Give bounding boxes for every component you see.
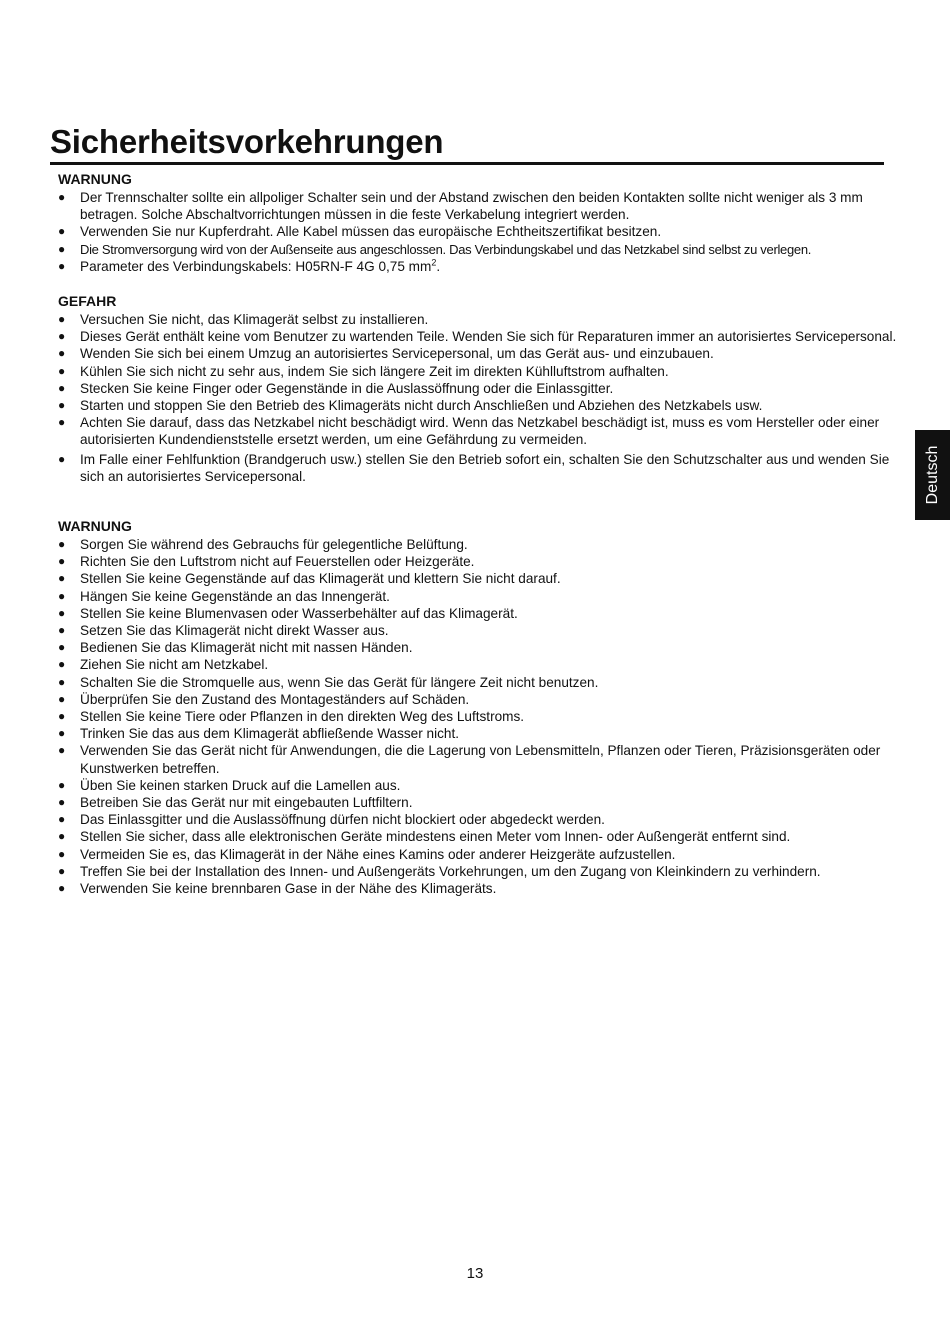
warning-section-2 <box>58 518 908 897</box>
bullet-icon: ● <box>58 657 66 672</box>
list-item: ● Vermeiden Sie es, das Klimagerät in der Nähe eines Kamins oder anderer Heizgeräte aufzustellen. <box>58 846 676 862</box>
list-item: ● Verwenden Sie nur Kupferdraht. Alle Kabel müssen das europäische Echtheitszertifikat besitzen. <box>58 224 662 240</box>
superscript: 2 <box>431 257 437 268</box>
list-item: ● Verwenden Sie das Gerät nicht für Anwendungen, die die Lagerung von Lebensmitteln, Pflanzen oder Tieren, Präzisionsgeräten oder Kunstwerken betreffen. <box>58 743 881 776</box>
bullet-icon: ● <box>58 241 65 256</box>
bullet-icon: ● <box>58 451 66 466</box>
list-item: ● Schalten Sie die Stromquelle aus, wenn Sie das Gerät für längere Zeit nicht benutzen. <box>58 674 599 690</box>
bullet-icon: ● <box>58 863 66 878</box>
list-item: ● Ziehen Sie nicht am Netzkabel. <box>58 657 269 673</box>
bullet-icon: ● <box>58 554 66 569</box>
list-item: ● Verwenden Sie keine brennbaren Gase in der Nähe des Klimageräts. <box>58 881 497 897</box>
list-item: ● Richten Sie den Luftstrom nicht auf Feuerstellen oder Heizgeräte. <box>58 554 475 570</box>
list-item: ● Treffen Sie bei der Installation des Innen- und Außengeräts Vorkehrungen, um den Zugang von Kleinkindern zu verhindern. <box>58 863 821 879</box>
section-heading: WARNUNG <box>58 171 132 187</box>
bullet-icon: ● <box>58 795 66 810</box>
bullet-icon: ● <box>58 588 66 603</box>
list-item: ● Üben Sie keinen starken Druck auf die Lamellen aus. <box>58 777 401 793</box>
bullet-icon: ● <box>58 691 66 706</box>
list-item: ● Stecken Sie keine Finger oder Gegenstände in die Auslassöffnung oder die Einlassgitter. <box>58 380 614 396</box>
list-item: ● Die Stromversorgung wird von der Außenseite aus angeschlossen. Das Verbindungskabel und das Netzkabel sind selbst zu verlegen. <box>58 241 812 257</box>
list-item: ● Wenden Sie sich bei einem Umzug an autorisiertes Servicepersonal, um das Gerät aus- und einzubauen. <box>58 346 714 362</box>
bullet-list <box>58 311 908 485</box>
bullet-icon: ● <box>58 623 66 638</box>
list-item: ● Setzen Sie das Klimagerät nicht direkt Wasser aus. <box>58 623 389 639</box>
section-heading: GEFAHR <box>58 293 117 309</box>
bullet-icon: ● <box>58 812 66 827</box>
list-item: ● Im Falle einer Fehlfunktion (Brandgeruch usw.) stellen Sie den Betrieb sofort ein, schalten Sie den Schutzschalter aus und wenden Sie sich an autorisiertes Servicepersonal. <box>58 451 890 484</box>
list-item: ● Stellen Sie keine Tiere oder Pflanzen in den direkten Weg des Luftstroms. <box>58 709 525 725</box>
bullet-icon: ● <box>58 726 66 741</box>
bullet-icon: ● <box>58 743 66 758</box>
bullet-icon: ● <box>58 415 66 430</box>
bullet-icon: ● <box>58 329 66 344</box>
bullet-icon: ● <box>58 363 66 378</box>
bullet-icon: ● <box>58 605 66 620</box>
list-item: ● Starten und stoppen Sie den Betrieb des Klimageräts nicht durch Anschließen und Abziehen des Netzkabels usw. <box>58 398 763 414</box>
bullet-list <box>58 189 908 275</box>
list-item: ● Achten Sie darauf, dass das Netzkabel nicht beschädigt wird. Wenn das Netzkabel beschädigt ist, muss es vom Hersteller oder einer autorisierten Kundendienststelle ersetzt werden, um eine Gefährdung zu vermeiden. <box>58 415 880 448</box>
language-tab-label: Deutsch <box>923 445 941 505</box>
bullet-icon: ● <box>58 846 66 861</box>
bullet-icon: ● <box>58 829 66 844</box>
bullet-icon: ● <box>58 674 66 689</box>
list-item: ● Stellen Sie keine Blumenvasen oder Wasserbehälter auf das Klimagerät. <box>58 605 518 621</box>
list-item: ● Parameter des Verbindungskabels: H05RN-F 4G 0,75 $mm^2$. <box>58 257 441 274</box>
bullet-icon: ● <box>58 537 66 551</box>
bullet-icon: ● <box>58 640 66 655</box>
list-item: ● Dieses Gerät enthält keine vom Benutzer zu wartenden Teile. Wenden Sie sich für Reparaturen immer an autorisiertes Servicepersonal. <box>58 329 897 345</box>
list-item: ● Überprüfen Sie den Zustand des Montageständers auf Schäden. <box>58 691 470 707</box>
list-item: ● Versuchen Sie nicht, das Klimagerät selbst zu installieren. <box>58 312 429 327</box>
list-item: ● Trinken Sie das aus dem Klimagerät abfließende Wasser nicht. <box>58 726 460 742</box>
section-heading: WARNUNG <box>58 518 132 534</box>
list-item: ● Bedienen Sie das Klimagerät nicht mit nassen Händen. <box>58 640 413 656</box>
bullet-icon: ● <box>58 777 66 792</box>
list-item: ● Betreiben Sie das Gerät nur mit eingebauten Luftfiltern. <box>58 795 413 811</box>
language-tab <box>915 430 950 520</box>
bullet-icon: ● <box>58 224 66 239</box>
bullet-icon: ● <box>58 709 66 724</box>
list-item: ● Kühlen Sie sich nicht zu sehr aus, indem Sie sich längere Zeit im direkten Kühlluftstrom aufhalten. <box>58 363 669 379</box>
list-item: ● Das Einlassgitter und die Auslassöffnung dürfen nicht blockiert oder abgedeckt werden. <box>58 812 605 828</box>
list-item: ● Stellen Sie sicher, dass alle elektronischen Geräte mindestens einen Meter vom Innen- oder Außengerät entfernt sind. <box>58 829 791 845</box>
bullet-icon: ● <box>58 258 66 273</box>
page-title: Sicherheitsvorkehrungen <box>50 122 884 165</box>
bullet-icon: ● <box>58 881 66 896</box>
bullet-icon: ● <box>58 190 66 204</box>
list-item: ● Der Trennschalter sollte ein allpoliger Schalter sein und der Abstand zwischen den beiden Kontakten sollte nicht weniger als 3 mm betragen. Solche Abschaltvorrichtungen müssen in die feste Verkabelung integriert werden. <box>58 190 863 223</box>
bullet-icon: ● <box>58 571 66 586</box>
bullet-list <box>58 536 908 897</box>
bullet-icon: ● <box>58 398 66 413</box>
bullet-icon: ● <box>58 346 66 361</box>
danger-section <box>58 293 908 485</box>
bullet-icon: ● <box>58 380 66 395</box>
warning-section-1 <box>58 171 908 275</box>
list-item: ● Stellen Sie keine Gegenstände auf das Klimagerät und klettern Sie nicht darauf. <box>58 571 561 587</box>
list-item: ● Hängen Sie keine Gegenstände an das Innengerät. <box>58 588 390 604</box>
list-item: ● Sorgen Sie während des Gebrauchs für gelegentliche Belüftung. <box>58 537 468 552</box>
page-number: 13 <box>466 1265 484 1282</box>
bullet-icon: ● <box>58 312 66 326</box>
